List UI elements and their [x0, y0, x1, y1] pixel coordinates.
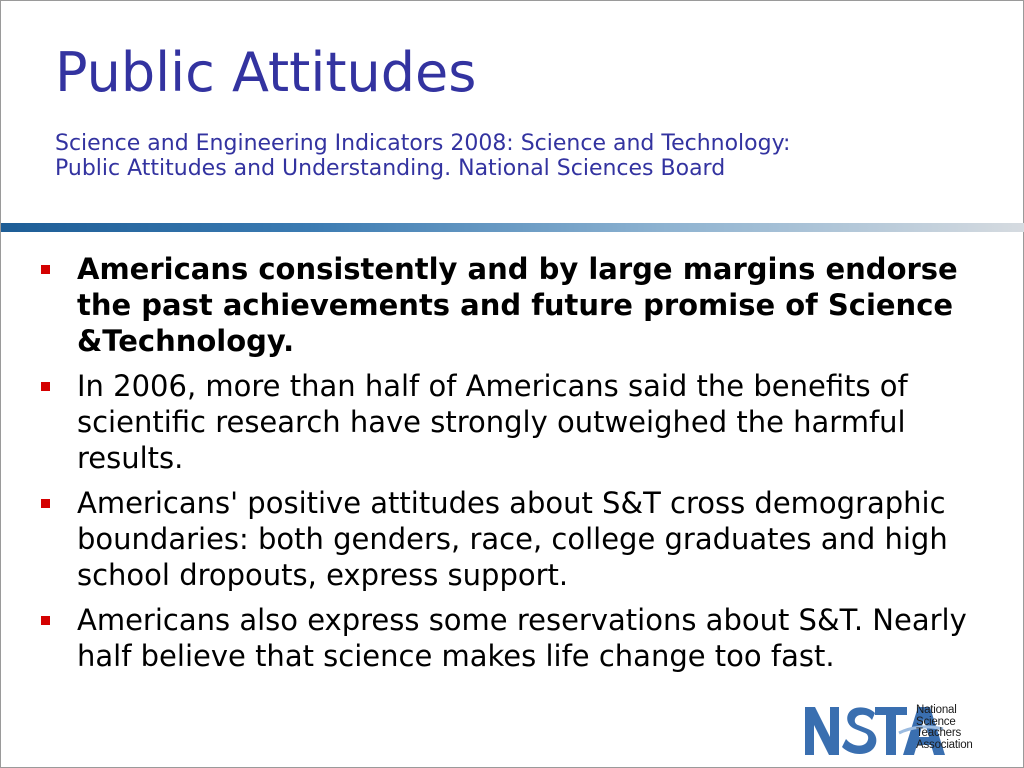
bullet-marker-icon	[41, 382, 50, 391]
slide-title: Public Attitudes	[55, 41, 477, 104]
slide-subtitle	[55, 131, 955, 181]
title-divider	[1, 223, 1024, 232]
bullet-text: Americans also express some reservations about S&T. Nearly half believe that science makes life change too fast.	[77, 603, 967, 673]
bullet-marker-icon	[41, 499, 50, 508]
bullet-text: In 2006, more than half of Americans said the benefits of scientific research have strongly outweighed the harmful results.	[77, 369, 908, 475]
logo-text-line: National	[916, 704, 957, 716]
bullet-marker-icon	[41, 265, 50, 274]
logo-text-line: Teachers	[916, 727, 962, 739]
bullet-text: Americans consistently and by large margins endorse the past achievements and future promise of Science &Technology.	[77, 252, 958, 358]
bullet-item	[39, 602, 989, 674]
nsta-logo-icon	[803, 701, 1008, 761]
bullet-item	[39, 251, 989, 359]
logo-text-line: Association	[916, 738, 973, 751]
bullet-text: Americans' positive attitudes about S&T cross demographic boundaries: both genders, race, college graduates and high school dropouts, express support.	[77, 486, 948, 592]
nsta-logo-text	[916, 705, 973, 751]
bullet-list	[39, 251, 989, 683]
bullet-item	[39, 485, 989, 593]
subtitle-line-2: Public Attitudes and Understanding. National Sciences Board	[55, 156, 726, 181]
bullet-marker-icon	[41, 616, 50, 625]
subtitle-line-1: Science and Engineering Indicators 2008: Science and Technology:	[55, 131, 791, 156]
logo-text-line: Science	[916, 715, 956, 728]
bullet-item	[39, 368, 989, 476]
